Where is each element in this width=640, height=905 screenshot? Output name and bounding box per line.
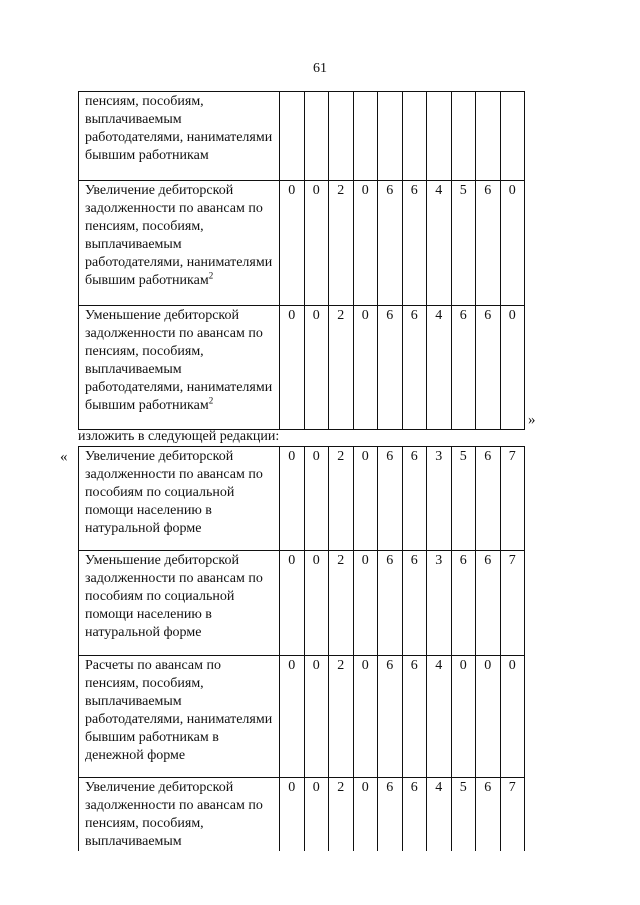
code-digit: 2 — [329, 778, 354, 852]
code-digit: 0 — [500, 656, 525, 778]
classification-table-top — [78, 91, 525, 430]
code-digit: 0 — [304, 656, 329, 778]
code-digit: 4 — [427, 181, 452, 306]
code-digit: 7 — [500, 778, 525, 852]
code-digit: 0 — [304, 778, 329, 852]
code-digit: 5 — [451, 447, 476, 551]
code-digit — [451, 92, 476, 181]
code-digit: 3 — [427, 447, 452, 551]
code-digit: 6 — [451, 306, 476, 430]
code-digit: 0 — [353, 551, 378, 656]
row-label — [79, 551, 280, 656]
row-label — [79, 306, 280, 430]
code-digit: 6 — [476, 306, 501, 430]
code-digit: 4 — [427, 778, 452, 852]
code-digit: 7 — [500, 447, 525, 551]
code-digit: 6 — [402, 778, 427, 852]
row-label — [79, 92, 280, 181]
code-digit: 3 — [427, 551, 452, 656]
code-digit: 0 — [280, 656, 305, 778]
table-row — [79, 447, 525, 551]
code-digit: 6 — [451, 551, 476, 656]
code-digit: 0 — [476, 656, 501, 778]
table-row — [79, 181, 525, 306]
code-digit — [378, 92, 403, 181]
code-digit: 0 — [353, 306, 378, 430]
row-label-text: Расчеты по авансам по пенсиям, пособиям, выплачиваемым работодателями, нанимателями бывшим работникам в денежной форме — [85, 658, 273, 763]
code-digit — [329, 92, 354, 181]
code-digit: 6 — [476, 181, 501, 306]
code-digit: 0 — [353, 181, 378, 306]
closing-quote: » — [528, 412, 536, 428]
code-digit: 0 — [304, 181, 329, 306]
code-digit: 6 — [402, 447, 427, 551]
code-digit: 0 — [304, 306, 329, 430]
code-digit: 2 — [329, 656, 354, 778]
code-digit: 5 — [451, 778, 476, 852]
table-row — [79, 551, 525, 656]
page-number: 61 — [313, 61, 327, 76]
row-label — [79, 447, 280, 551]
row-label — [79, 656, 280, 778]
code-digit: 0 — [451, 656, 476, 778]
code-digit: 2 — [329, 447, 354, 551]
table-row — [79, 306, 525, 430]
code-digit: 6 — [476, 778, 501, 852]
code-digit: 0 — [353, 656, 378, 778]
code-digit: 2 — [329, 181, 354, 306]
code-digit: 0 — [280, 181, 305, 306]
code-digit: 6 — [476, 447, 501, 551]
code-digit: 0 — [304, 551, 329, 656]
code-digit: 4 — [427, 656, 452, 778]
code-digit — [304, 92, 329, 181]
row-label-text: Уменьшение дебиторской задолженности по авансам по пенсиям, пособиям, выплачиваемым работодателями, нанимателями бывшим работникам — [85, 308, 273, 413]
code-digit — [500, 92, 525, 181]
code-digit: 0 — [280, 447, 305, 551]
footnote-marker: 2 — [208, 395, 214, 406]
classification-table-new-edition — [78, 446, 525, 851]
code-digit: 0 — [304, 447, 329, 551]
table-row — [79, 92, 525, 181]
code-digit: 0 — [280, 306, 305, 430]
code-digit: 0 — [500, 181, 525, 306]
code-digit: 6 — [402, 306, 427, 430]
row-label-text: пенсиям, пособиям, выплачиваемым работодателями, нанимателями бывшим работникам — [85, 94, 273, 163]
code-digit — [476, 92, 501, 181]
code-digit: 6 — [402, 181, 427, 306]
code-digit: 6 — [378, 778, 403, 852]
row-label — [79, 778, 280, 852]
code-digit: 0 — [353, 447, 378, 551]
code-digit — [402, 92, 427, 181]
code-digit — [280, 92, 305, 181]
opening-quote: « — [60, 449, 68, 465]
code-digit: 6 — [378, 447, 403, 551]
row-label-text: Увеличение дебиторской задолженности по авансам по пособиям по социальной помощи населению в натуральной форме — [85, 449, 263, 536]
row-label-text: Увеличение дебиторской задолженности по авансам по пенсиям, пособиям, выплачиваемым — [85, 780, 263, 849]
code-digit: 0 — [353, 778, 378, 852]
code-digit: 4 — [427, 306, 452, 430]
code-digit: 6 — [378, 181, 403, 306]
code-digit: 6 — [378, 656, 403, 778]
code-digit: 6 — [402, 656, 427, 778]
code-digit: 2 — [329, 306, 354, 430]
code-digit: 5 — [451, 181, 476, 306]
code-digit: 7 — [500, 551, 525, 656]
code-digit: 6 — [378, 306, 403, 430]
code-digit: 2 — [329, 551, 354, 656]
row-label — [79, 181, 280, 306]
row-label-text: Уменьшение дебиторской задолженности по авансам по пособиям по социальной помощи населению в натуральной форме — [85, 553, 263, 640]
code-digit — [353, 92, 378, 181]
code-digit: 0 — [500, 306, 525, 430]
amendment-instruction: изложить в следующей редакции: — [78, 429, 280, 444]
code-digit: 0 — [280, 551, 305, 656]
row-label-text: Увеличение дебиторской задолженности по авансам по пенсиям, пособиям, выплачиваемым работодателями, нанимателями бывшим работникам — [85, 183, 273, 288]
code-digit: 6 — [378, 551, 403, 656]
code-digit: 6 — [476, 551, 501, 656]
code-digit: 6 — [402, 551, 427, 656]
code-digit: 0 — [280, 778, 305, 852]
table-row — [79, 656, 525, 778]
footnote-marker: 2 — [208, 270, 214, 281]
code-digit — [427, 92, 452, 181]
table-row — [79, 778, 525, 852]
